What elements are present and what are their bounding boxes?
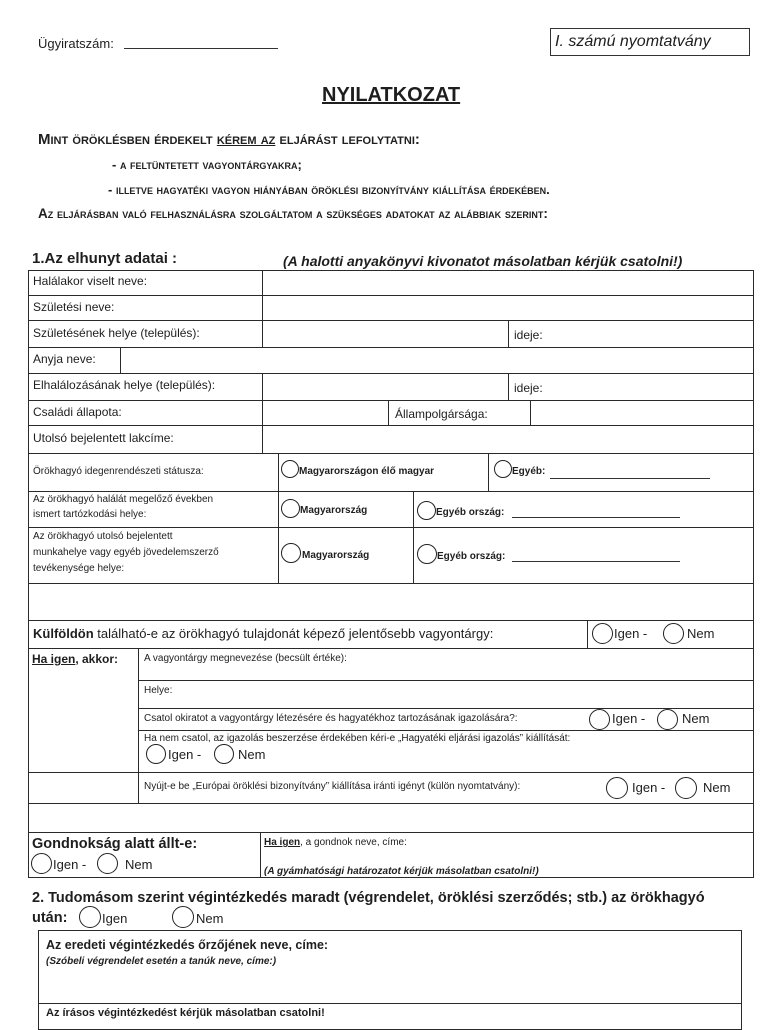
work-other-field[interactable] xyxy=(512,561,680,562)
asset-name-label: A vagyontárgy megnevezése (becsült értéke): xyxy=(144,653,347,664)
mother-name-field[interactable] xyxy=(122,349,752,372)
mother-name-label: Anyja neve: xyxy=(33,352,96,366)
form-number-box xyxy=(550,28,750,56)
abroad-yes-label: Igen - xyxy=(614,626,648,641)
work-label-1: Az örökhagyó utolsó bejelentett xyxy=(33,531,173,542)
guardianship-no-radio[interactable] xyxy=(97,853,118,874)
name-at-death-field[interactable] xyxy=(264,272,752,294)
residence-label-1: Az örökhagyó halálát megelőző években xyxy=(33,494,214,505)
guardianship-label: Gondnokság alatt állt-e: xyxy=(32,836,198,852)
eu-cert-no-radio[interactable] xyxy=(675,777,697,799)
birth-name-field[interactable] xyxy=(264,297,752,319)
other-status-radio[interactable] xyxy=(494,460,512,478)
abroad-no-radio[interactable] xyxy=(663,623,684,644)
death-place-label: Elhalálozásának helye (település): xyxy=(33,378,216,392)
attach-no-radio[interactable] xyxy=(657,709,678,730)
abroad-no-label: Nem xyxy=(687,626,715,641)
case-number-label: Ügyiratszám: xyxy=(38,36,114,51)
intro-line2: Az eljárásban való felhasználásra szolgáltatom a szükséges adatokat az alábbiak szerint: xyxy=(38,206,548,221)
residence-hungary-radio[interactable] xyxy=(281,499,300,518)
will-yes-label: Igen xyxy=(102,911,128,926)
birth-name-label: Születési neve: xyxy=(33,300,115,314)
section2-heading: 2. Tudomásom szerint végintézkedés maradt (végrendelet, öröklési szerződés; stb.) az örökhagyó xyxy=(32,890,705,906)
work-other-radio[interactable] xyxy=(417,544,437,564)
citizenship-label: Állampolgársága: xyxy=(395,407,488,421)
page-title: NYILATKOZAT xyxy=(322,84,461,106)
request-cert-yes-label: Igen - xyxy=(168,747,202,762)
section1-note: (A halotti anyakönyvi kivonatot másolatban kérjük csatolni!) xyxy=(283,253,683,269)
if-yes-label: Ha igen, akkor: xyxy=(32,652,119,666)
request-cert-label: Ha nem csatol, az igazolás beszerzése érdekében kéri-e „Hagyatéki eljárási igazolás” kiállítását: xyxy=(144,733,571,744)
hungarian-option-label: Magyarországon élő magyar xyxy=(299,466,435,477)
section1-heading: 1.Az elhunyt adatai : xyxy=(32,250,178,267)
request-cert-no-label: Nem xyxy=(238,747,266,762)
request-cert-yes-radio[interactable] xyxy=(146,744,166,764)
guardianship-yes-radio[interactable] xyxy=(31,853,52,874)
residence-other-radio[interactable] xyxy=(417,501,436,520)
name-at-death-label: Halálakor viselt neve: xyxy=(33,274,148,288)
attach-yes-label: Igen - xyxy=(612,711,646,726)
guardianship-yes-label: Igen - xyxy=(53,857,87,872)
section2-heading-2: után: xyxy=(32,910,68,926)
death-place-field[interactable] xyxy=(264,375,506,399)
work-hungary-label: Magyarország xyxy=(302,550,370,561)
will-keeper-label: Az eredeti végintézkedés őrzőjének neve, címe: xyxy=(46,938,329,952)
will-keeper-note: (Szóbeli végrendelet esetén a tanúk neve, címe:) xyxy=(46,956,277,967)
residence-other-label: Egyéb ország: xyxy=(436,507,505,518)
work-label-2: munkahelye vagy egyéb jövedelemszerző xyxy=(33,547,219,558)
guardianship-no-label: Nem xyxy=(125,857,153,872)
asset-location-field[interactable] xyxy=(180,682,752,706)
guardian-field[interactable] xyxy=(264,849,752,865)
death-date-label: ideje: xyxy=(514,381,543,395)
hungarian-radio[interactable] xyxy=(281,460,299,478)
intro-bullet2: - illetve hagyatéki vagyon hiányában öröklési bizonyítvány kiállítása érdekében. xyxy=(108,182,550,197)
eu-cert-yes-label: Igen - xyxy=(632,780,666,795)
will-no-radio[interactable] xyxy=(172,906,194,928)
abroad-assets-label: Külföldön található-e az örökhagyó tulajdonát képező jelentősebb vagyontárgy: xyxy=(33,626,494,641)
work-other-label: Egyéb ország: xyxy=(437,551,506,562)
will-yes-radio[interactable] xyxy=(79,906,101,928)
marital-status-label: Családi állapota: xyxy=(33,405,122,419)
abroad-yes-radio[interactable] xyxy=(592,623,613,644)
citizenship-field[interactable] xyxy=(532,402,752,424)
residence-hungary-label: Magyarország xyxy=(300,505,368,516)
birth-date-label: ideje: xyxy=(514,328,543,342)
attach-will-note: Az írásos végintézkedést kérjük másolatban csatolni! xyxy=(46,1007,325,1019)
attach-yes-radio[interactable] xyxy=(589,709,610,730)
birth-place-field[interactable] xyxy=(264,322,506,346)
case-number-field[interactable] xyxy=(124,48,278,49)
attach-no-label: Nem xyxy=(682,711,710,726)
intro-bullet1: - a feltüntetett vagyontárgyakra; xyxy=(112,157,302,172)
work-label-3: tevékenysége helye: xyxy=(33,563,125,574)
form-number: I. számú nyomtatvány xyxy=(555,33,711,50)
attach-docs-label: Csatol okiratot a vagyontárgy létezésére és hagyatékhoz tartozásának igazolására?: xyxy=(144,713,518,724)
birth-place-label: Születésének helye (település): xyxy=(33,326,200,340)
death-date-field[interactable] xyxy=(550,375,752,399)
marital-status-field[interactable] xyxy=(264,402,386,424)
guardian-label: Ha igen, a gondnok neve, címe: xyxy=(264,837,407,848)
last-address-label: Utolsó bejelentett lakcíme: xyxy=(33,431,174,445)
last-address-field[interactable] xyxy=(264,427,752,452)
request-cert-no-radio[interactable] xyxy=(214,744,234,764)
eu-cert-label: Nyújt-e be „Európai öröklési bizonyítvány” kiállítása iránti igényt (külön nyomtatvány): xyxy=(144,781,521,792)
other-status-field[interactable] xyxy=(550,478,710,479)
will-no-label: Nem xyxy=(196,911,224,926)
residence-other-field[interactable] xyxy=(512,517,680,518)
eu-cert-yes-radio[interactable] xyxy=(606,777,628,799)
will-keeper-field[interactable] xyxy=(40,970,740,1002)
eu-cert-no-label: Nem xyxy=(703,780,731,795)
guardian-note: (A gyámhatósági határozatot kérjük másolatban csatolni!) xyxy=(264,866,539,877)
immigration-status-label: Örökhagyó idegenrendészeti státusza: xyxy=(33,466,204,477)
asset-name-field[interactable] xyxy=(140,664,752,679)
asset-location-label: Helye: xyxy=(144,685,173,696)
birth-date-field[interactable] xyxy=(550,322,752,346)
residence-label-2: ismert tartózkodási helye: xyxy=(33,509,147,520)
work-hungary-radio[interactable] xyxy=(281,543,301,563)
intro-line1: Mint öröklésben érdekelt kérem az eljárást lefolytatni: xyxy=(38,131,420,148)
other-status-label: Egyéb: xyxy=(512,466,546,477)
